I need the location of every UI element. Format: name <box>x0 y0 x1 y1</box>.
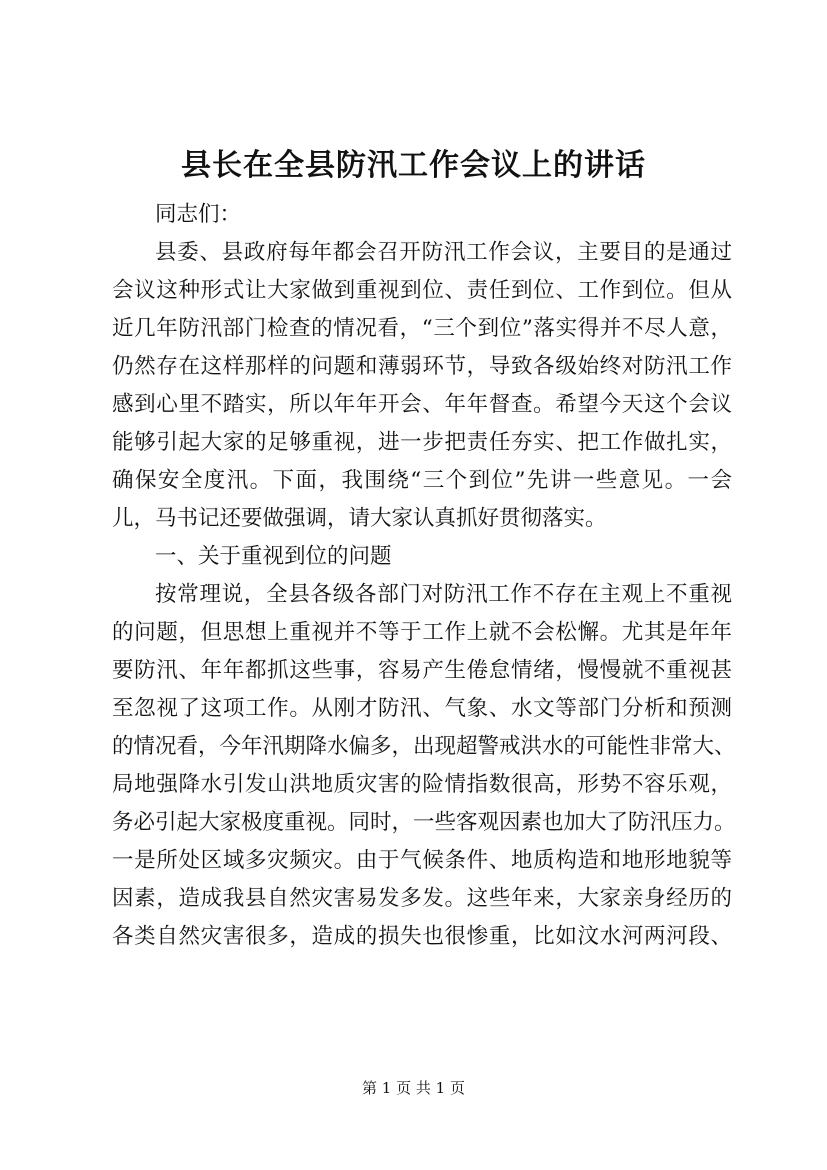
salutation-line: 同志们： <box>155 202 242 227</box>
paragraph-line: 要防汛、年年都抓这些事，容易产生倦怠情绪，慢慢就不重视甚 <box>112 658 732 683</box>
document-title: 县长在全县防汛工作会议上的讲话 <box>181 148 646 183</box>
paragraph-line: 的问题，但思想上重视并不等于工作上就不会松懈。尤其是年年 <box>112 620 732 645</box>
paragraph-line: 能够引起大家的足够重视，进一步把责任夯实、把工作做扎实， <box>112 430 732 455</box>
paragraph-line: 仍然存在这样那样的问题和薄弱环节，导致各级始终对防汛工作 <box>112 354 732 379</box>
paragraph-line: 按常理说，全县各级各部门对防汛工作不存在主观上不重视 <box>155 582 732 607</box>
paragraph-line: 感到心里不踏实，所以年年开会、年年督查。希望今天这个会议 <box>112 392 732 417</box>
paragraph-line: 确保安全度汛。下面，我围绕“三个到位”先讲一些意见。一会 <box>112 468 732 493</box>
paragraph-line: 近几年防汛部门检查的情况看，“三个到位”落实得并不尽人意， <box>112 316 732 341</box>
paragraph-line: 因素，造成我县自然灾害易发多发。这些年来，大家亲身经历的 <box>112 886 732 911</box>
paragraph-line: 局地强降水引发山洪地质灾害的险情指数很高，形势不容乐观， <box>112 772 732 797</box>
paragraph-line: 儿，马书记还要做强调，请大家认真抓好贯彻落实。 <box>112 506 607 531</box>
document-body <box>112 196 736 956</box>
paragraph-line: 务必引起大家极度重视。同时，一些客观因素也加大了防汛压力。 <box>112 810 736 835</box>
paragraph-line: 至忽视了这项工作。从刚才防汛、气象、水文等部门分析和预测 <box>112 696 732 721</box>
section-heading: 一、关于重视到位的问题 <box>155 544 392 569</box>
paragraph-line: 各类自然灾害很多，造成的损失也很惨重，比如汶水河两河段、 <box>112 924 732 949</box>
page-number-footer: 第 1 页 共 1 页 <box>362 1079 465 1097</box>
paragraph-line: 的情况看，今年汛期降水偏多，出现超警戒洪水的可能性非常大、 <box>112 734 736 759</box>
paragraph-line: 县委、县政府每年都会召开防汛工作会议，主要目的是通过 <box>155 240 732 265</box>
paragraph-line: 一是所处区域多灾频灾。由于气候条件、地质构造和地形地貌等 <box>112 848 732 873</box>
paragraph-line: 会议这种形式让大家做到重视到位、责任到位、工作到位。但从 <box>112 278 732 303</box>
